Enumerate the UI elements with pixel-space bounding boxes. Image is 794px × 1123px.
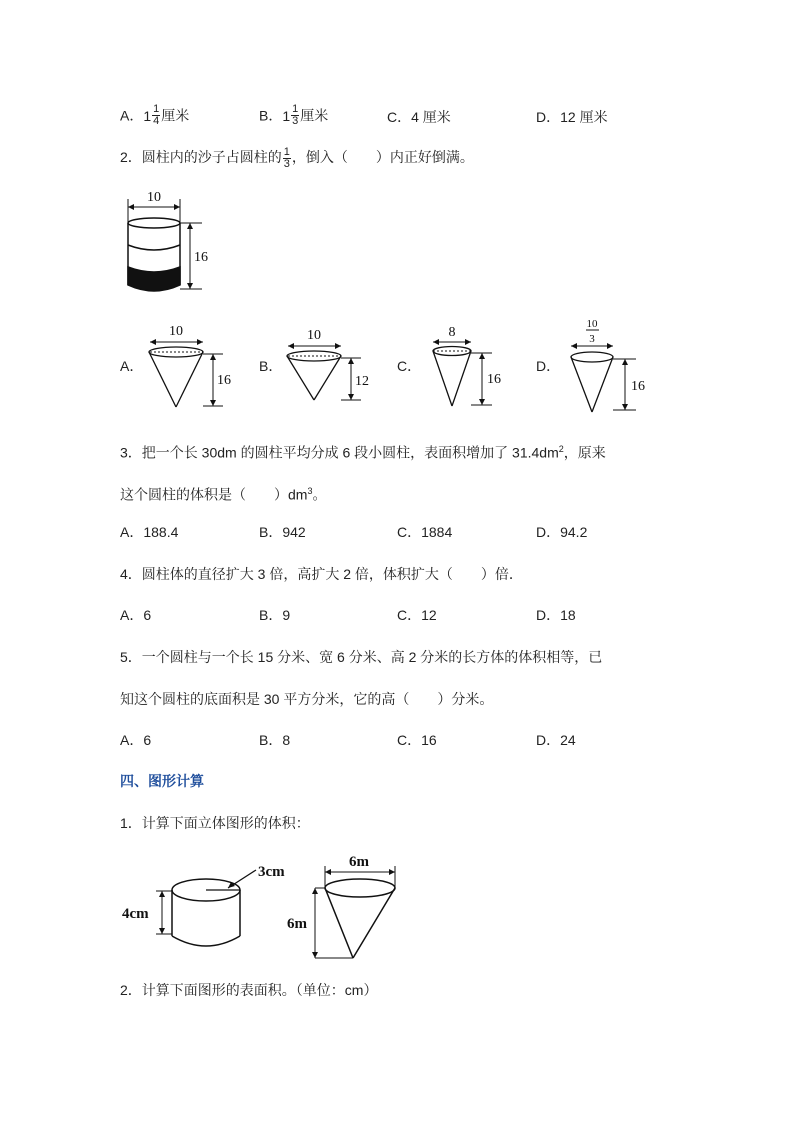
q2-option-d-label: D． <box>536 358 561 374</box>
svg-text:16: 16 <box>217 373 231 388</box>
svg-text:16: 16 <box>487 372 501 387</box>
cone-option-d <box>566 316 666 416</box>
svg-text:16: 16 <box>631 379 645 394</box>
q3-option-c: C．1884 <box>397 524 453 540</box>
section4-q1: 1．计算下面立体图形的体积： <box>120 815 310 831</box>
q2-option-b-label: B． <box>259 358 283 374</box>
q4-option-c: C．12 <box>397 607 437 623</box>
q3-option-a: A．188.4 <box>120 524 179 540</box>
q3-line1: 3．把一个长 30dm 的圆柱平均分成 6 段小圆柱，表面积增加了 $31.4dm^2$，原来 <box>120 444 606 461</box>
section-heading: 四、图形计算 <box>120 773 204 789</box>
q1-option-c: C．4 厘米 <box>387 109 451 125</box>
svg-text:3: 3 <box>589 333 595 345</box>
cone-option-c <box>428 320 518 412</box>
svg-text:10: 10 <box>169 324 183 339</box>
cyl-height-label: 4cm <box>122 906 149 922</box>
q4-option-d: D．18 <box>536 607 576 623</box>
cyl-width-label: 10 <box>147 190 161 205</box>
q3-line2: 这个圆柱的体积是（ ）$dm^3$。 <box>120 486 327 503</box>
q5-line1: 5．一个圆柱与一个长 15 分米、宽 6 分米、高 2 分米的长方体的体积相等，已 <box>120 649 603 665</box>
q5-option-d: D．24 <box>536 732 576 748</box>
section4-q2: 2．计算下面图形的表面积。（单位：cm） <box>120 982 378 998</box>
q3-option-d: D．94.2 <box>536 524 588 540</box>
q4-stem: 4．圆柱体的直径扩大 3 倍，高扩大 2 倍，体积扩大（ ）倍． <box>120 566 523 582</box>
q2-option-c-label: C． <box>397 358 422 374</box>
sand-cylinder-figure <box>110 185 220 300</box>
cone-option-a <box>145 320 245 412</box>
fraction: $\frac{1}{4}$ <box>153 103 160 127</box>
q5-option-a: A．6 <box>120 732 152 748</box>
q1-option-d: D．12 厘米 <box>536 109 608 125</box>
cone-diameter-label: 6m <box>349 854 369 870</box>
fraction: $\frac{1}{3}$ <box>292 103 299 127</box>
q3-option-b: B．942 <box>259 524 306 540</box>
cyl-radius-label: 3cm <box>258 864 285 880</box>
q5-option-c: C．16 <box>397 732 437 748</box>
q5-option-b: B．8 <box>259 732 291 748</box>
cone-option-b <box>283 320 383 412</box>
cone-height-label: 6m <box>287 916 307 932</box>
q2-stem: 2．圆柱内的沙子占圆柱的 $\frac{1}{3}$ ，倒入（ ）内正好倒满。 <box>120 146 474 170</box>
svg-text:10: 10 <box>586 318 598 330</box>
q5-line2: 知这个圆柱的底面积是 30 平方分米，它的高（ ）分米。 <box>120 691 494 707</box>
svg-text:10: 10 <box>307 328 321 343</box>
svg-text:12: 12 <box>355 374 369 389</box>
q1-option-a: A． 1 $\frac{1}{4}$ 厘米 <box>120 103 190 127</box>
cyl-height-label: 16 <box>194 250 208 265</box>
q1-option-b: B． 1 $\frac{1}{3}$ 厘米 <box>259 103 329 127</box>
q4-option-a: A．6 <box>120 607 152 623</box>
q4-option-b: B．9 <box>259 607 291 623</box>
volume-cone-figure <box>285 848 415 963</box>
volume-cylinder-figure <box>118 858 308 958</box>
q2-option-a-label: A． <box>120 358 144 374</box>
fraction: $\frac{1}{3}$ <box>283 146 290 170</box>
svg-text:8: 8 <box>448 325 456 340</box>
